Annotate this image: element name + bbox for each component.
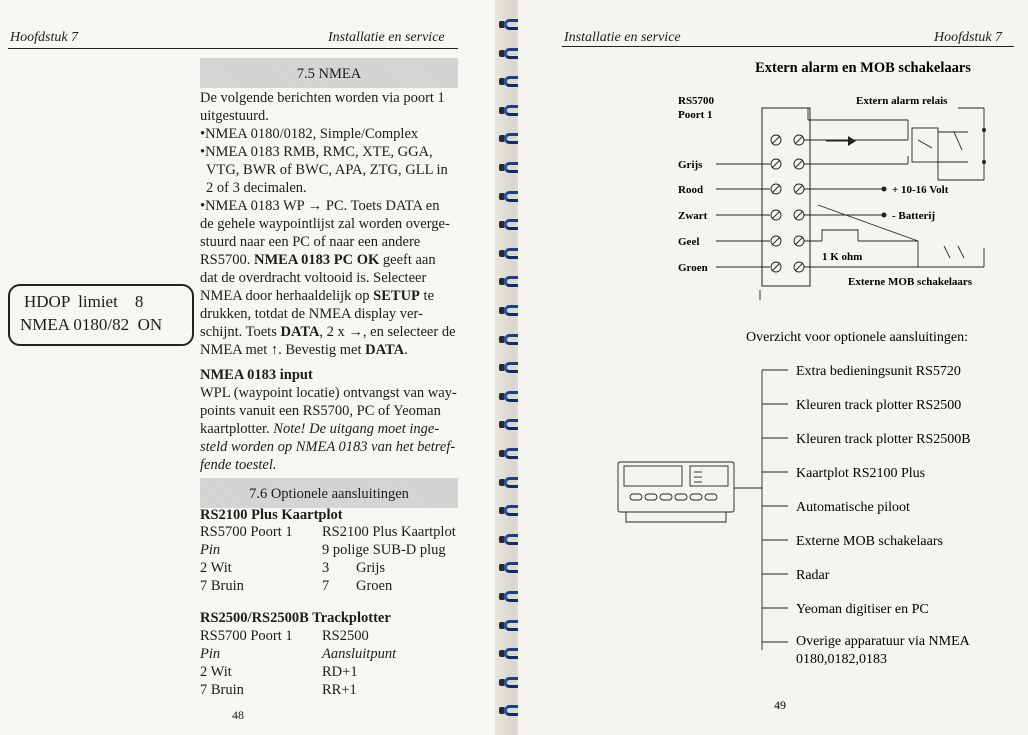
nmea-input-line: steld worden op NMEA 0183 van het betref- <box>200 439 456 455</box>
rs2500-heading: RS2500/RS2500B Trackplotter <box>200 610 391 626</box>
lcd-line-2: NMEA 0180/82 ON <box>20 315 163 334</box>
wire-label-geel: Geel <box>678 236 700 248</box>
resistor-label: 1 K ohm <box>822 251 863 263</box>
rs5700-device-icon <box>618 462 734 522</box>
section-76-banner <box>200 478 458 508</box>
nmea-bullet-cont: 2 of 3 decimalen. <box>206 180 307 196</box>
relais-diode <box>848 136 856 146</box>
right-chapter-header: Hoofdstuk 7 <box>934 30 1003 45</box>
rs2500-col-b: RR+1 <box>322 682 357 698</box>
mob-label: Externe MOB schakelaars <box>848 276 973 288</box>
terminal-dot <box>882 187 887 192</box>
extern-relais-label: Extern alarm relais <box>856 95 948 107</box>
nmea-bullet: •NMEA 0183 WP → PC. Toets DATA en <box>200 198 440 214</box>
diagram-title: Extern alarm en MOB schakelaars <box>755 60 971 76</box>
wire-label-grijs: Grijs <box>678 159 703 171</box>
nmea-bullet-cont: VTG, BWR of BWC, APA, ZTG, GLL in <box>206 162 448 178</box>
lcd-line-1: HDOP limiet 8 <box>24 292 144 311</box>
rs2100-col-a: 2 Wit <box>200 560 232 576</box>
poort1-label: Poort 1 <box>678 109 713 121</box>
rs2500-col-a: 2 Wit <box>200 664 232 680</box>
nmea-input-line: kaartplotter. Note! De uitgang moet inge- <box>200 421 440 437</box>
right-page-diagrams <box>518 0 1028 735</box>
volt-label: + 10-16 Volt <box>892 184 949 196</box>
option-item: Extra bedieningsunit RS5720 <box>796 364 961 379</box>
nmea-bullet-cont: RS5700. NMEA 0183 PC OK geeft aan <box>200 252 436 268</box>
rs2500-col-a: 7 Bruin <box>200 682 244 698</box>
option-item-cont: 0180,0182,0183 <box>796 652 887 667</box>
wires-right <box>760 108 984 300</box>
rs2500-col-b: RD+1 <box>322 664 358 680</box>
page-number-right: 49 <box>774 698 786 712</box>
rs2500-col-b: RS2500 <box>322 628 369 644</box>
terminal-dot <box>982 160 986 164</box>
nmea-bullet-cont: schijnt. Toets DATA, 2 x →, en selecteer de <box>200 324 456 340</box>
rs2100-col-c: Grijs <box>356 560 385 576</box>
rs2100-col-b: 9 polige SUB-D plug <box>322 542 446 558</box>
nmea-input-line: points vanuit een RS5700, PC of Yeoman <box>200 403 441 419</box>
rs2100-col-b: 7 <box>322 578 330 594</box>
batterij-label: - Batterij <box>892 210 936 222</box>
nmea-body-line: De volgende berichten worden via poort 1 <box>200 90 445 106</box>
rs2500-col-b: Aansluitpunt <box>322 646 397 662</box>
nmea-bullet-cont: dat de overdracht voltooid is. Selecteer <box>200 270 427 286</box>
rs2100-col-a: 7 Bruin <box>200 578 244 594</box>
wire-label-groen: Groen <box>678 262 708 274</box>
rs2100-col-b: 3 <box>322 560 330 576</box>
option-item: Overige apparatuur via NMEA <box>796 634 970 649</box>
option-tree-lines <box>734 370 788 650</box>
left-section-header: Installatie en service <box>328 30 445 45</box>
nmea-bullet-cont: stuurd naar een PC of naar een andere <box>200 234 421 250</box>
rs2100-col-a: RS5700 Poort 1 <box>200 524 293 540</box>
option-item: Kleuren track plotter RS2500B <box>796 432 971 447</box>
rs2100-col-b: RS2100 Plus Kaartplot <box>322 524 456 540</box>
connector-block <box>762 108 810 286</box>
option-item: Radar <box>796 568 830 583</box>
terminal-screws <box>771 135 804 272</box>
terminal-dot <box>882 213 887 218</box>
section-75-title: 7.5 NMEA <box>296 66 362 82</box>
left-page <box>0 0 505 735</box>
nmea-input-line: fende toestel. <box>200 457 277 473</box>
section-76-title: 7.6 Optionele aansluitingen <box>249 486 409 502</box>
terminal-dot <box>982 128 986 132</box>
option-item: Kaartplot RS2100 Plus <box>796 466 926 481</box>
rs2100-col-c: Groen <box>356 578 393 594</box>
option-item: Yeoman digitiser en PC <box>796 602 929 617</box>
wire-label-rood: Rood <box>678 184 704 196</box>
right-page <box>518 0 1028 735</box>
rs2500-col-a: Pin <box>200 646 221 662</box>
right-section-header: Installatie en service <box>564 30 681 45</box>
rs2500-col-a: RS5700 Poort 1 <box>200 628 293 644</box>
nmea-bullet-cont: de gehele waypointlijst zal worden overge- <box>200 216 450 232</box>
nmea-input-heading: NMEA 0183 input <box>200 367 313 383</box>
rs5700-label: RS5700 <box>678 95 715 107</box>
header-rule <box>8 48 458 49</box>
page-number-left: 48 <box>232 708 244 722</box>
left-chapter-header: Hoofdstuk 7 <box>10 30 79 45</box>
nmea-body-line: uitgestuurd. <box>200 108 269 124</box>
lcd-display-box <box>8 284 194 346</box>
option-item: Kleuren track plotter RS2500 <box>796 398 962 413</box>
rs2100-heading: RS2100 Plus Kaartplot <box>200 507 343 523</box>
nmea-bullet: •NMEA 0180/0182, Simple/Complex <box>200 126 419 142</box>
option-item: Automatische piloot <box>796 500 910 515</box>
nmea-bullet-cont: NMEA met ↑. Bevestig met DATA. <box>200 342 408 358</box>
option-item: Externe MOB schakelaars <box>796 534 943 549</box>
wire-label-zwart: Zwart <box>678 210 708 222</box>
nmea-bullet: •NMEA 0183 RMB, RMC, XTE, GGA, <box>200 144 433 160</box>
nmea-bullet-cont: drukken, totdat de NMEA display ver- <box>200 306 423 322</box>
nmea-bullet-cont: NMEA door herhaaldelijk op SETUP te <box>200 288 435 304</box>
overview-title: Overzicht voor optionele aansluitingen: <box>746 330 968 345</box>
nmea-input-line: WPL (waypoint locatie) ontvangst van way- <box>200 385 457 401</box>
rs2100-col-a: Pin <box>200 542 221 558</box>
section-75-banner <box>200 58 458 88</box>
